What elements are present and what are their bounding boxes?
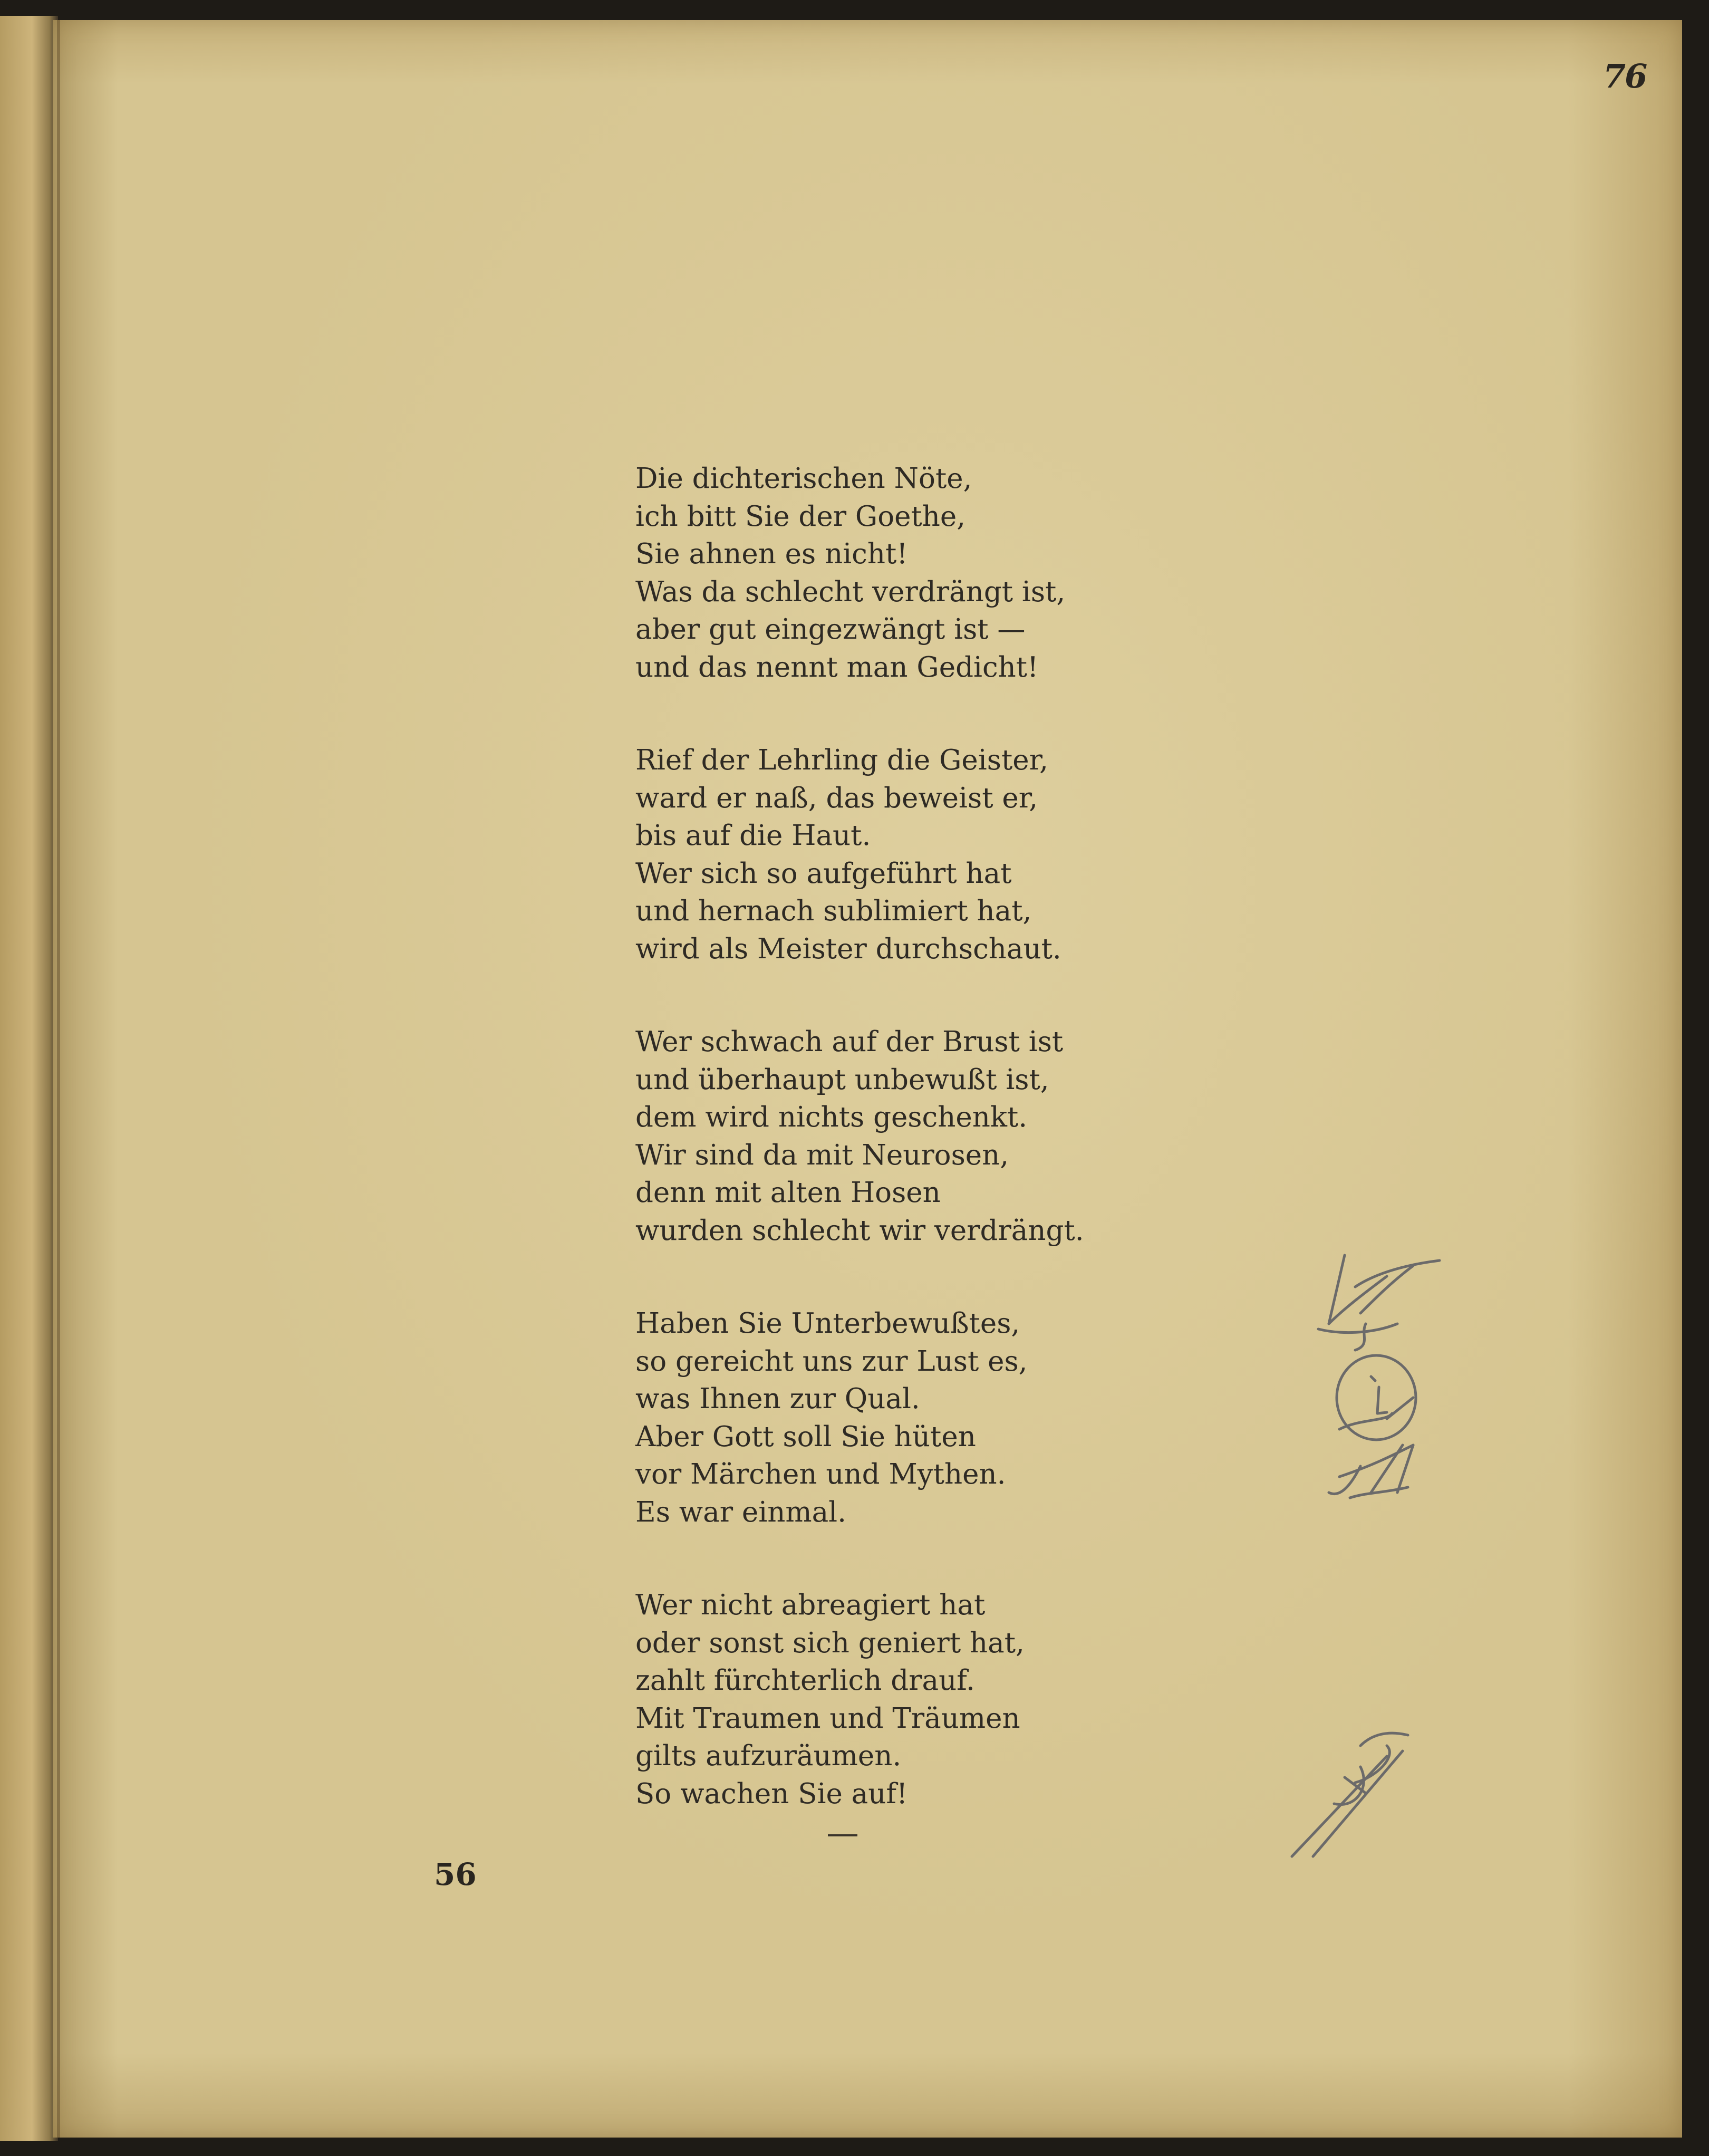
poem-line: was Ihnen zur Qual. (635, 1383, 920, 1415)
poem-line: Es war einmal. (635, 1496, 846, 1528)
stanza-3 (635, 1023, 1163, 1249)
poem-line: Haben Sie Unterbewußtes, (635, 1307, 1020, 1340)
poem-line: Wir sind da mit Neurosen, (635, 1139, 1009, 1171)
page-number: 56 (434, 1856, 477, 1892)
pencil-scribble-upper (1308, 1245, 1455, 1529)
poem-line: Wer schwach auf der Brust ist (635, 1026, 1064, 1058)
stanza-5 (635, 1586, 1163, 1813)
poem-line: bis auf die Haut. (635, 820, 871, 852)
poem-line: Die dichterischen Nöte, (635, 463, 972, 495)
handwritten-folio-number: 76 (1603, 57, 1647, 95)
poem-line: So wachen Sie auf! (635, 1777, 908, 1810)
poem-line: Was da schlecht verdrängt ist, (635, 575, 1066, 608)
poem-line: oder sonst sich geniert hat, (635, 1626, 1025, 1659)
poem-line: wird als Meister durchschaut. (635, 932, 1061, 965)
poem-text (635, 460, 1163, 1813)
poem-line: und überhaupt unbewußt ist, (635, 1063, 1049, 1096)
poem-line: wurden schlecht wir verdrängt. (635, 1214, 1084, 1247)
poem-line: und das nennt man Gedicht! (635, 651, 1039, 684)
left-page-edge (0, 16, 58, 2141)
stanza-1 (635, 460, 1163, 686)
stanza-2 (635, 742, 1163, 968)
poem-line: denn mit alten Hosen (635, 1177, 941, 1209)
stanza-4 (635, 1305, 1163, 1531)
poem-line: Aber Gott soll Sie hüten (635, 1420, 976, 1453)
poem-line: zahlt fürchterlich drauf. (635, 1664, 975, 1697)
poem-line: aber gut eingezwängt ist — (635, 613, 1026, 646)
end-dash (828, 1834, 857, 1836)
poem-line: ich bitt Sie der Goethe, (635, 500, 966, 533)
poem-line: gilts aufzuräumen. (635, 1740, 902, 1772)
poem-line: Mit Traumen und Träumen (635, 1702, 1020, 1735)
page-gutter (57, 20, 60, 2138)
poem-line: Wer sich so aufgeführt hat (635, 857, 1012, 890)
poem-line: so gereicht uns zur Lust es, (635, 1345, 1028, 1378)
poem-line: Wer nicht abreagiert hat (635, 1589, 986, 1621)
poem-line: vor Märchen und Mythen. (635, 1458, 1006, 1490)
poem-line: Sie ahnen es nicht! (635, 538, 908, 570)
poem-line: Rief der Lehrling die Geister, (635, 744, 1048, 776)
poem-line: ward er naß, das beweist er, (635, 782, 1038, 814)
poem-line: dem wird nichts geschenkt. (635, 1101, 1028, 1133)
poem-line: und hernach sublimiert hat, (635, 895, 1032, 927)
pencil-scribble-lower (1281, 1725, 1450, 1883)
